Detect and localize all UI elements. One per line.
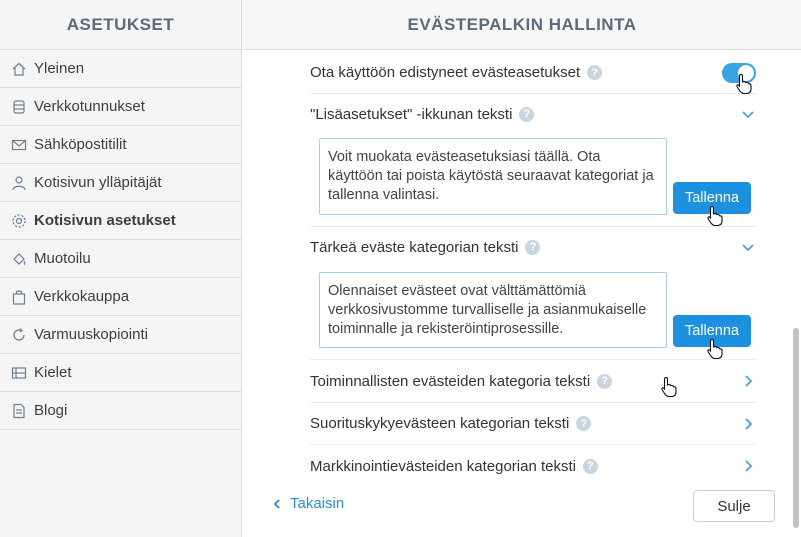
chevron-down-icon[interactable] — [740, 106, 756, 122]
chevron-left-icon — [271, 498, 283, 510]
sidebar-item-email-accounts[interactable] — [0, 126, 241, 164]
section-label: Toiminnallisten evästeiden kategoria teksti — [310, 372, 591, 390]
sidebar-item-label: Verkkotunnukset — [34, 98, 145, 115]
section-header-advanced-window-text[interactable] — [310, 94, 756, 134]
document-icon — [10, 402, 28, 420]
hand-cursor-icon — [706, 338, 724, 360]
sidebar-title: ASETUKSET — [0, 0, 241, 50]
sidebar-item-domains[interactable] — [0, 88, 241, 126]
sidebar-item-webshop[interactable] — [0, 278, 241, 316]
advanced-cookie-toggle-row — [310, 52, 756, 94]
paint-bucket-icon — [10, 250, 28, 268]
user-icon — [10, 174, 28, 192]
section-header-essential-cookie-text[interactable] — [310, 228, 756, 266]
sidebar-item-label: Blogi — [34, 402, 68, 419]
hand-cursor-icon — [735, 73, 753, 95]
section-header-marketing-cookie-text[interactable] — [310, 445, 756, 487]
save-button[interactable]: Tallenna — [673, 315, 751, 347]
help-icon[interactable]: ? — [519, 107, 534, 122]
flags-icon — [10, 364, 28, 382]
cookie-bar-panel — [243, 0, 801, 537]
sidebar-item-admins[interactable] — [0, 164, 241, 202]
advanced-window-text-field[interactable]: Voit muokata evästeasetuksiasi täällä. Ota käyttöön tai poista käytöstä seuraavat kategoriat ja tallenna valintasi. — [319, 138, 667, 215]
refresh-icon — [10, 326, 28, 344]
settings-sidebar — [0, 0, 242, 537]
toggle-label: Ota käyttöön edistyneet evästeasetukset — [310, 64, 581, 81]
divider — [310, 226, 756, 227]
sidebar-item-general[interactable] — [0, 50, 241, 88]
database-icon — [10, 98, 28, 116]
help-icon[interactable]: ? — [583, 459, 598, 474]
scrollbar[interactable] — [791, 50, 801, 537]
sidebar-item-backup[interactable] — [0, 316, 241, 354]
sidebar-item-languages[interactable] — [0, 354, 241, 392]
sidebar-item-label: Kotisivun ylläpitäjät — [34, 174, 162, 191]
sidebar-item-blog[interactable] — [0, 392, 241, 430]
hand-cursor-icon — [706, 205, 724, 227]
sidebar-menu — [0, 50, 241, 430]
chevron-right-icon[interactable] — [740, 416, 756, 432]
chevron-right-icon[interactable] — [740, 373, 756, 389]
close-button[interactable]: Sulje — [693, 490, 775, 522]
chevron-down-icon[interactable] — [740, 239, 756, 255]
home-icon — [10, 60, 28, 78]
sidebar-item-label: Kielet — [34, 364, 72, 381]
back-label: Takaisin — [290, 495, 345, 512]
gear-icon — [10, 212, 28, 230]
sidebar-item-label: Kotisivun asetukset — [34, 212, 176, 229]
help-icon[interactable]: ? — [587, 65, 602, 80]
scrollbar-thumb[interactable] — [793, 328, 799, 528]
section-label: "Lisäasetukset" -ikkunan teksti — [310, 105, 513, 123]
sidebar-item-design[interactable] — [0, 240, 241, 278]
section-label: Markkinointievästeiden kategorian teksti — [310, 457, 576, 475]
mail-icon — [10, 136, 28, 154]
section-label: Tärkeä eväste kategorian teksti — [310, 238, 519, 256]
sidebar-item-label: Muotoilu — [34, 250, 91, 267]
section-label: Suorituskykyevästeen kategorian teksti — [310, 415, 570, 432]
section-header-performance-cookie-text[interactable] — [310, 403, 756, 445]
back-link[interactable] — [271, 495, 344, 512]
help-icon[interactable]: ? — [525, 240, 540, 255]
essential-cookie-text-field[interactable]: Olennaiset evästeet ovat välttämättömiä verkkosivustomme turvalliselle ja asianmukaiselle toiminnalle ja rekisteröintiprosessille. — [319, 272, 667, 348]
shopping-bag-icon — [10, 288, 28, 306]
section-header-functional-cookie-text[interactable] — [310, 359, 756, 403]
help-icon[interactable]: ? — [597, 374, 612, 389]
sidebar-item-label: Varmuuskopiointi — [34, 326, 148, 343]
chevron-right-icon[interactable] — [740, 458, 756, 474]
sidebar-item-label: Verkkokauppa — [34, 288, 130, 305]
help-icon[interactable]: ? — [576, 416, 591, 431]
sidebar-item-label: Sähköpostitilit — [34, 136, 127, 153]
hand-cursor-icon — [660, 376, 678, 398]
sidebar-item-site-settings[interactable] — [0, 202, 241, 240]
sidebar-item-label: Yleinen — [34, 60, 85, 77]
panel-title: EVÄSTEPALKIN HALLINTA — [243, 0, 801, 50]
save-button[interactable]: Tallenna — [673, 182, 751, 214]
